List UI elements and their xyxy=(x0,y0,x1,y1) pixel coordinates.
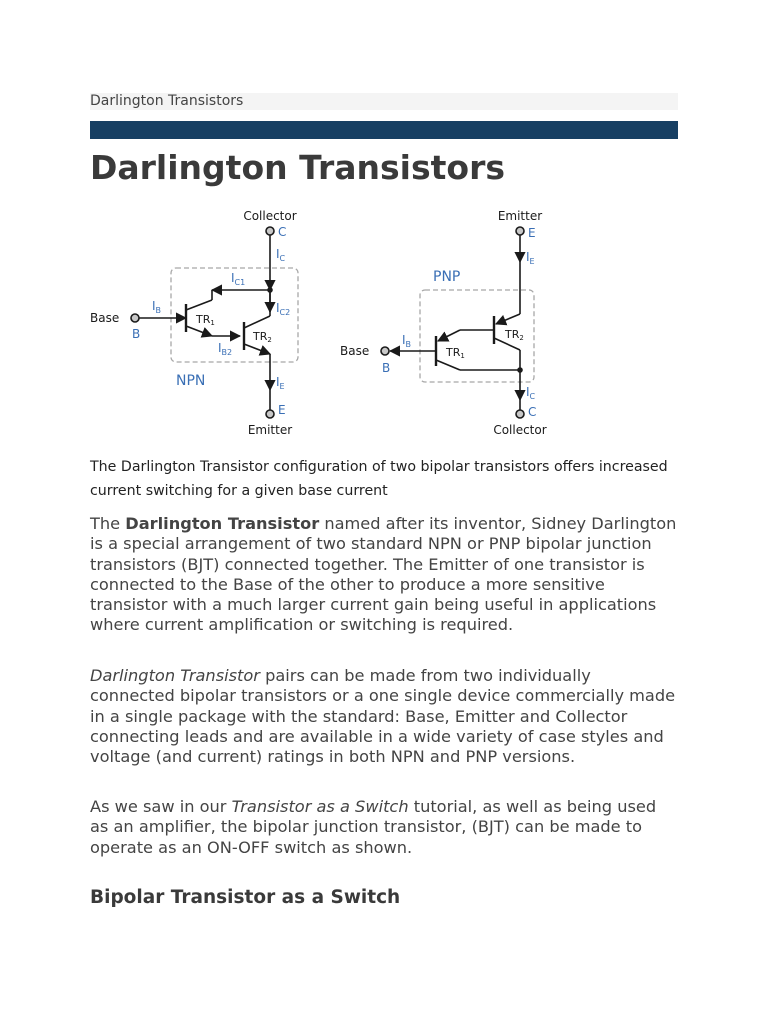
svg-text:IC2: $I_{C2}$ xyxy=(276,301,291,317)
svg-text:IE: $I_E$ xyxy=(526,250,535,266)
pnp-circuit xyxy=(381,227,537,419)
svg-text:IB2: $I_{B2}$ xyxy=(218,341,233,357)
darlington-italic-term: Darlington Transistor xyxy=(90,666,260,685)
tr2-collector-lead xyxy=(244,316,270,328)
tr1-emitter-lead xyxy=(186,326,212,336)
pnp-tr1-emitter-lead xyxy=(438,330,460,341)
svg-text:TR2: TR2 xyxy=(505,328,524,342)
pnp-collector-terminal xyxy=(516,410,524,418)
pnp-base-label: Base xyxy=(340,344,370,358)
pnp-emitter-terminal xyxy=(516,227,524,235)
svg-text:TR2: TR2 xyxy=(253,330,272,344)
svg-text:IE: $I_E$ xyxy=(276,375,285,391)
pnp-emitter-label: Emitter xyxy=(497,209,543,223)
svg-text:IB: $I_B$ xyxy=(402,333,412,349)
paragraph-intro: The Darlington Transistor named after its inventor, Sidney Darlington is a special arrangement of two standard NPN or PNP bipolar junction transistors (BJT) connected together. The Emitter of one transistor is connected to the Base of the other to produce a more sensitive transistor with a much larger current gain being useful in applications where current amplification or switching is required. xyxy=(90,514,677,635)
svg-text:IC1: $I_{C1}$ xyxy=(231,271,246,287)
pnp-e-label: E xyxy=(528,226,536,240)
svg-text:IB: $I_B$ xyxy=(152,299,162,315)
svg-text:IC: $I_C$ xyxy=(276,247,286,263)
svg-text:TR1: TR1 xyxy=(446,346,465,360)
page-title: Darlington Transistors xyxy=(90,148,505,187)
transistor-switch-link[interactable]: Transistor as a Switch xyxy=(231,797,409,816)
npn-c-label: C xyxy=(278,225,287,239)
tr1-collector-lead xyxy=(186,300,212,310)
pnp-base-terminal xyxy=(381,347,389,355)
paragraph-pairs: Darlington Transistor pairs can be made from two individually connected bipolar transistors or a one single device commercially made in a single package with the standard: Base, Emitter and Collector connecting leads and are available in a wide variety of case styles and voltage (and current) ratings in both NPN and PNP versions. xyxy=(90,666,676,767)
npn-emitter-label: Emitter xyxy=(247,423,293,437)
npn-type-label: NPN xyxy=(176,373,206,389)
darlington-circuit-figure xyxy=(90,204,678,440)
npn-collector-terminal xyxy=(266,227,274,235)
npn-e-label: E xyxy=(278,403,286,417)
pnp-c-label: C xyxy=(528,405,537,419)
pnp-b-label: B xyxy=(382,361,391,375)
npn-emitter-terminal xyxy=(266,410,274,418)
pnp-type-label: PNP xyxy=(433,269,461,285)
svg-text:TR1: TR1 xyxy=(196,313,215,327)
npn-collector-label: Collector xyxy=(243,209,297,223)
header-bar xyxy=(90,121,678,139)
npn-base-terminal xyxy=(131,314,139,322)
pnp-tr2-emitter-lead xyxy=(496,314,520,324)
tr2-emitter-lead xyxy=(244,344,270,354)
pnp-collector-label: Collector xyxy=(493,423,547,437)
figure-caption: The Darlington Transistor configuration of two bipolar transistors offers increased current switching for a given base current xyxy=(90,459,668,499)
npn-base-label: Base xyxy=(90,311,120,325)
npn-b-label: B xyxy=(132,327,141,341)
darlington-circuit-diagram xyxy=(90,204,678,440)
section-heading: Bipolar Transistor as a Switch xyxy=(90,887,401,908)
pnp-tr1-collector-lead xyxy=(436,360,460,370)
darlington-bold-term: Darlington Transistor xyxy=(125,514,320,533)
paragraph-switch: As we saw in our Transistor as a Switch tutorial, as well as being used as an amplifier, the bipolar junction transistor, (BJT) can be made to operate as an ON-OFF switch as shown. xyxy=(90,797,657,857)
svg-text:IC: $I_C$ xyxy=(526,385,536,401)
breadcrumb[interactable]: Darlington Transistors xyxy=(90,93,678,110)
